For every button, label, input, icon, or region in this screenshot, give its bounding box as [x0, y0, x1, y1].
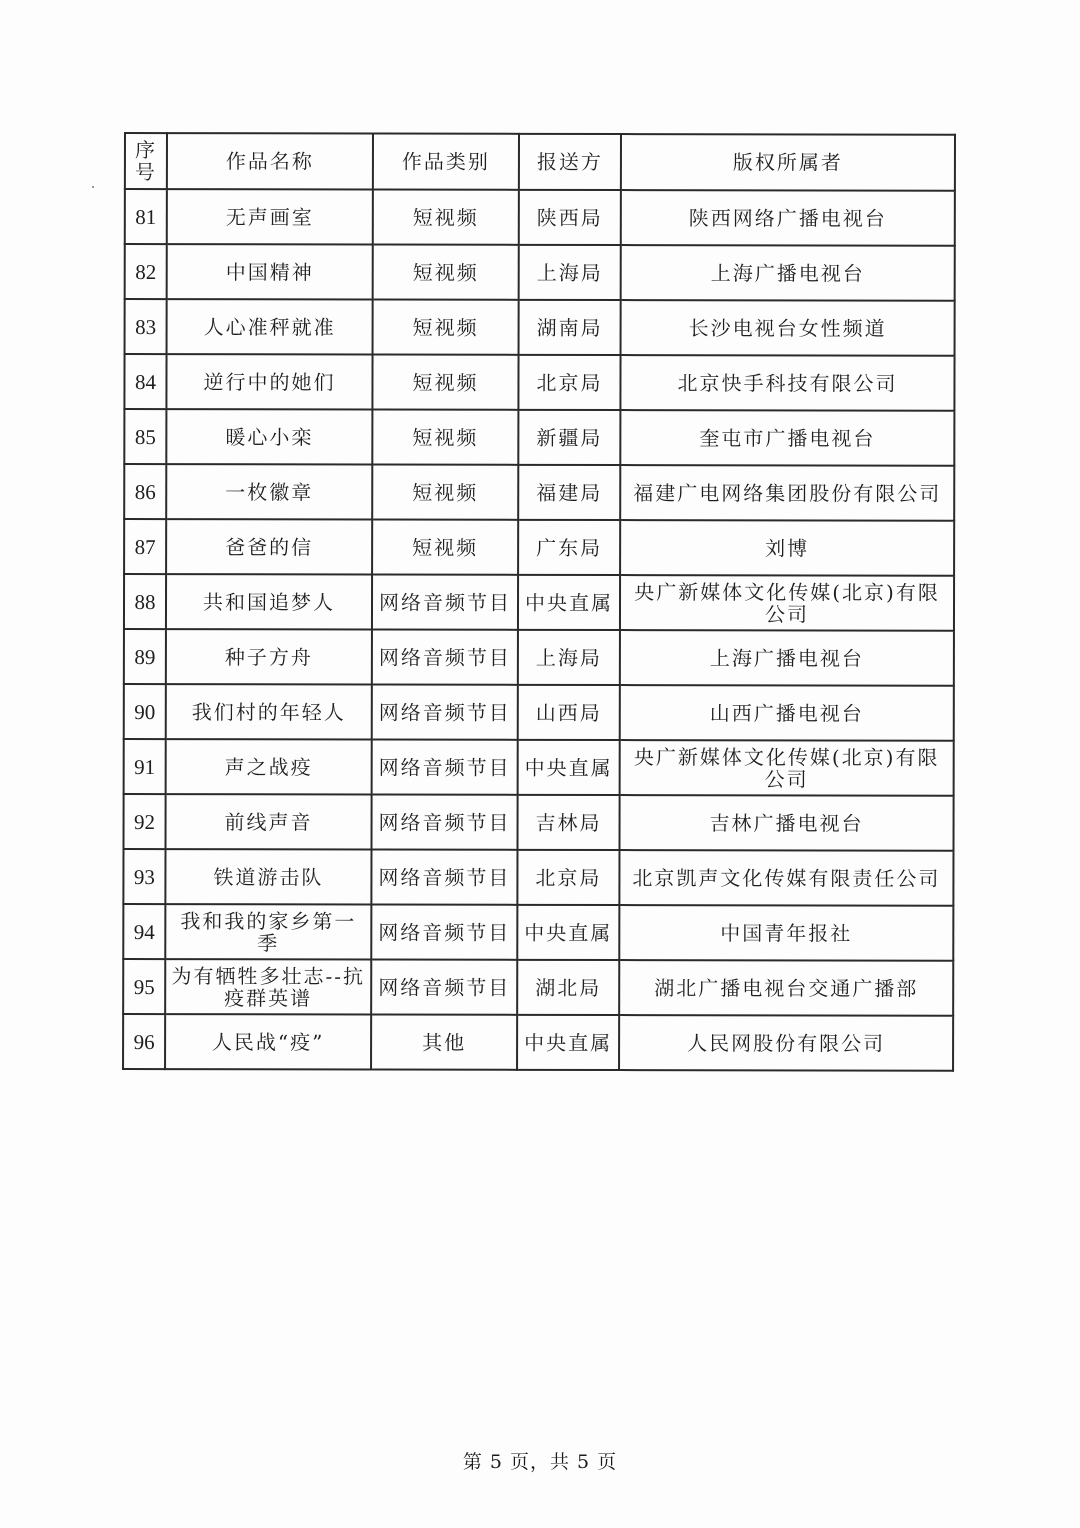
table-row — [124, 409, 954, 466]
row-serial-number: 95 — [123, 959, 165, 1014]
table-body — [123, 189, 955, 1071]
row-copyright-owner: 央广新媒体文化传媒(北京)有限公司 — [620, 575, 954, 631]
table-row — [123, 904, 953, 961]
row-serial-number: 88 — [124, 574, 166, 629]
header-work-category: 作品类别 — [373, 134, 519, 190]
row-serial-number: 84 — [124, 354, 166, 409]
row-work-category: 短视频 — [373, 245, 519, 300]
row-work-category: 短视频 — [372, 410, 518, 465]
row-copyright-owner: 北京快手科技有限公司 — [620, 355, 954, 411]
table-row — [124, 739, 954, 796]
row-work-title: 铁道游击队 — [165, 849, 371, 904]
row-submitter: 山西局 — [518, 685, 620, 740]
row-work-category: 短视频 — [372, 465, 518, 520]
row-work-category: 网络音频节目 — [371, 960, 517, 1015]
row-work-title: 我们村的年轻人 — [166, 684, 372, 739]
row-work-category: 网络音频节目 — [372, 630, 518, 685]
row-serial-number: 87 — [124, 519, 166, 574]
table-row — [124, 354, 954, 411]
row-serial-number: 82 — [125, 244, 167, 299]
row-submitter: 湖北局 — [517, 960, 619, 1015]
row-copyright-owner: 央广新媒体文化传媒(北京)有限公司 — [620, 740, 954, 796]
row-copyright-owner: 上海广播电视台 — [621, 245, 955, 301]
row-copyright-owner: 福建广电网络集团股份有限公司 — [620, 465, 954, 521]
row-copyright-owner: 北京凯声文化传媒有限责任公司 — [619, 850, 953, 906]
row-copyright-owner: 刘博 — [620, 520, 954, 576]
table-row — [124, 519, 954, 576]
row-submitter: 北京局 — [518, 355, 620, 410]
row-copyright-owner: 湖北广播电视台交通广播部 — [619, 960, 953, 1016]
works-table — [122, 132, 956, 1072]
row-submitter: 广东局 — [518, 520, 620, 575]
table-row — [125, 189, 955, 246]
row-work-title: 人民战“疫” — [165, 1014, 371, 1069]
row-copyright-owner: 人民网股份有限公司 — [619, 1015, 953, 1071]
header-serial-number: 序号 — [125, 133, 167, 189]
row-work-title: 中国精神 — [167, 244, 373, 299]
row-submitter: 中央直属 — [517, 905, 619, 960]
row-work-title: 为有牺牲多壮志--抗疫群英谱 — [165, 959, 371, 1014]
row-serial-number: 92 — [123, 794, 165, 849]
row-work-title: 一枚徽章 — [166, 464, 372, 519]
row-submitter: 上海局 — [518, 630, 620, 685]
row-work-title: 共和国追梦人 — [166, 574, 372, 629]
row-work-title: 无声画室 — [167, 189, 373, 244]
row-work-category: 网络音频节目 — [372, 685, 518, 740]
row-work-title: 声之战疫 — [166, 739, 372, 794]
row-work-category: 短视频 — [373, 300, 519, 355]
row-work-category: 短视频 — [372, 520, 518, 575]
row-submitter: 陕西局 — [519, 190, 621, 245]
header-submitter: 报送方 — [519, 134, 621, 190]
row-work-title: 我和我的家乡第一季 — [165, 904, 371, 959]
table-row — [125, 244, 955, 301]
row-submitter: 福建局 — [518, 465, 620, 520]
row-work-category: 短视频 — [372, 355, 518, 410]
table-row — [124, 629, 954, 686]
row-submitter: 吉林局 — [517, 795, 619, 850]
header-work-title: 作品名称 — [167, 133, 373, 189]
row-serial-number: 90 — [124, 684, 166, 739]
row-serial-number: 94 — [123, 904, 165, 959]
row-copyright-owner: 陕西网络广播电视台 — [621, 190, 955, 246]
row-submitter: 中央直属 — [518, 575, 620, 630]
table-header-row — [125, 133, 955, 191]
row-work-category: 网络音频节目 — [372, 575, 518, 630]
table-row — [123, 794, 953, 851]
page-footer: 第 5 页，共 5 页 — [462, 1451, 618, 1473]
works-table-container — [122, 132, 954, 1072]
row-submitter: 中央直属 — [517, 1015, 619, 1070]
row-serial-number: 86 — [124, 464, 166, 519]
row-work-category: 短视频 — [373, 190, 519, 245]
table-row — [123, 959, 953, 1016]
row-submitter: 湖南局 — [519, 300, 621, 355]
row-work-title: 逆行中的她们 — [166, 354, 372, 409]
row-copyright-owner: 中国青年报社 — [619, 905, 953, 961]
row-serial-number: 91 — [124, 739, 166, 794]
row-work-title: 种子方舟 — [166, 629, 372, 684]
row-submitter: 中央直属 — [518, 740, 620, 795]
row-work-title: 暖心小栾 — [166, 409, 372, 464]
table-row — [124, 574, 954, 631]
table-row — [123, 1014, 953, 1071]
row-work-category: 网络音频节目 — [371, 795, 517, 850]
row-submitter: 北京局 — [517, 850, 619, 905]
scan-speck — [92, 186, 94, 188]
row-work-category: 网络音频节目 — [372, 740, 518, 795]
row-serial-number: 89 — [124, 629, 166, 684]
table-row — [124, 464, 954, 521]
row-work-title: 人心准秤就准 — [167, 299, 373, 354]
row-work-category: 网络音频节目 — [371, 850, 517, 905]
row-work-category: 其他 — [371, 1015, 517, 1070]
row-serial-number: 85 — [124, 409, 166, 464]
row-copyright-owner: 奎屯市广播电视台 — [620, 410, 954, 466]
header-copyright-owner: 版权所属者 — [621, 134, 955, 191]
row-copyright-owner: 山西广播电视台 — [620, 685, 954, 741]
row-copyright-owner: 长沙电视台女性频道 — [621, 300, 955, 356]
row-copyright-owner: 上海广播电视台 — [620, 630, 954, 686]
row-serial-number: 81 — [125, 189, 167, 244]
row-serial-number: 83 — [125, 299, 167, 354]
row-work-category: 网络音频节目 — [371, 905, 517, 960]
row-serial-number: 96 — [123, 1014, 165, 1069]
row-submitter: 新疆局 — [518, 410, 620, 465]
table-row — [124, 684, 954, 741]
row-work-title: 前线声音 — [165, 794, 371, 849]
row-work-title: 爸爸的信 — [166, 519, 372, 574]
row-serial-number: 93 — [123, 849, 165, 904]
row-submitter: 上海局 — [519, 245, 621, 300]
table-row — [125, 299, 955, 356]
table-row — [123, 849, 953, 906]
row-copyright-owner: 吉林广播电视台 — [619, 795, 953, 851]
